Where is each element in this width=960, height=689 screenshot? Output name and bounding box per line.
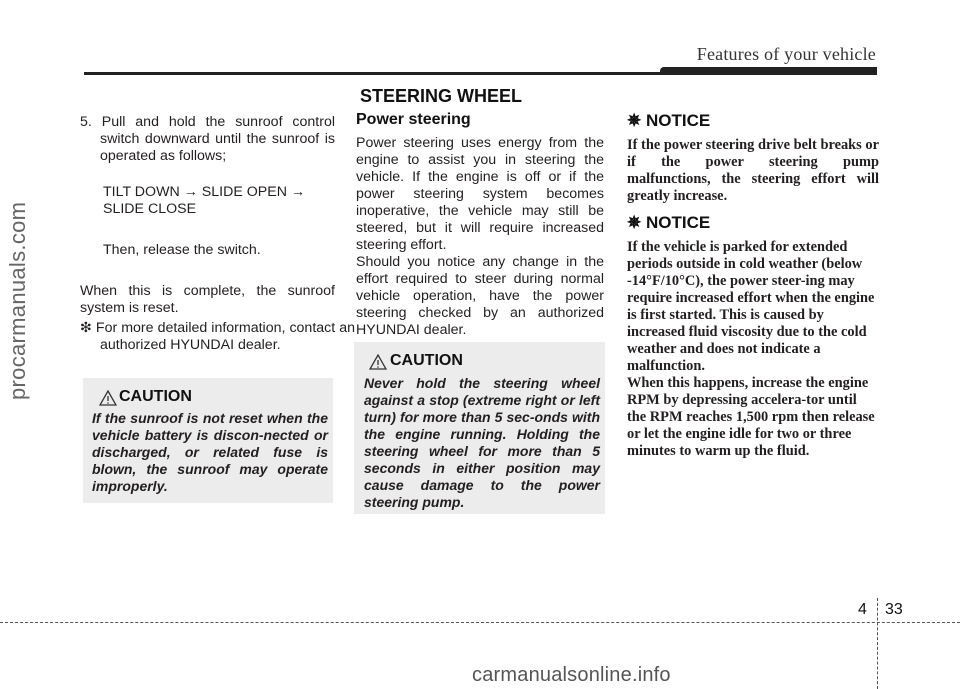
power-steering-paragraph-1: Power steering uses energy from the engine to assist you in steering the vehicle. If the engine is off or if the power steering system becomes inoperative, the vehicle may still be steered, but it will require increased steering effort. xyxy=(356,135,604,253)
notice-cold-weather-text: If the vehicle is parked for extended periods outside in cold weather (below -14°F/10°C), the power steer-ing may require increased effort when the engine is first started. This is caused by increased fluid viscosity due to the cold weather and does not indicate a malfunction. xyxy=(627,239,875,374)
notice-title: ✵ NOTICE xyxy=(627,213,711,232)
sequence-line-2: SLIDE CLOSE xyxy=(103,201,197,217)
sunroof-sequence xyxy=(103,184,333,218)
footer-rule xyxy=(0,622,960,623)
section-title: STEERING WHEEL xyxy=(359,86,522,106)
caution-text: Never hold the steering wheel against a stop (extreme right or left turn) for more than 5 sec-onds with the engine running. Holding the steering wheel for more than 5 seconds in either position may cause damage to the power steering pump. xyxy=(364,375,600,510)
side-watermark: procarmanuals.com xyxy=(5,201,30,400)
caution-title: CAUTION xyxy=(119,388,192,405)
notice-drive-belt: If the power steering drive belt breaks or if the power steering pump malfunctions, the steering effort will greatly increase. xyxy=(627,137,879,204)
chapter-title: Features of your vehicle xyxy=(696,44,876,64)
release-instruction: Then, release the switch. xyxy=(103,242,261,258)
power-steering-paragraph-2: Should you notice any change in the effort required to steer during normal vehicle operation, have the power steering checked by an authorized HYUNDAI dealer. xyxy=(356,254,604,338)
sunroof-step-5 xyxy=(80,114,335,165)
warning-triangle-icon xyxy=(99,390,117,406)
bottom-watermark: carmanualsonline.info xyxy=(472,664,671,686)
steering-caution-box xyxy=(354,342,605,514)
warning-triangle-icon xyxy=(369,354,387,370)
chapter-number: 4 xyxy=(858,601,867,618)
dealer-note: ❇ For more detailed information, contact an authorized HYUNDAI dealer. xyxy=(80,320,355,353)
step-text: 5. Pull and hold the sunroof control switch downward until the sunroof is operated as follows; xyxy=(80,114,335,164)
notice-cold-weather xyxy=(627,239,879,460)
caution-text: If the sunroof is not reset when the vehicle battery is discon-nected or discharged, or related fuse is blown, the sunroof may operate improperly. xyxy=(92,410,328,494)
notice-warm-up-text: When this happens, increase the engine RPM by depressing accelera-tor until the RPM reaches 1,500 rpm then release or let the engine idle for two or three minutes to warm up the fluid. xyxy=(627,375,875,459)
caution-title: CAUTION xyxy=(390,352,463,369)
sunroof-caution-box xyxy=(83,378,333,503)
sequence-line-1: TILT DOWN → SLIDE OPEN → xyxy=(103,184,306,200)
power-steering-heading: Power steering xyxy=(356,111,471,128)
footer-divider xyxy=(877,598,878,689)
reset-note: When this is complete, the sunroof system is reset. xyxy=(80,283,335,316)
notice-title: ✵ NOTICE xyxy=(627,111,711,130)
page-number: 33 xyxy=(885,601,903,618)
header-rule-accent xyxy=(660,67,877,75)
